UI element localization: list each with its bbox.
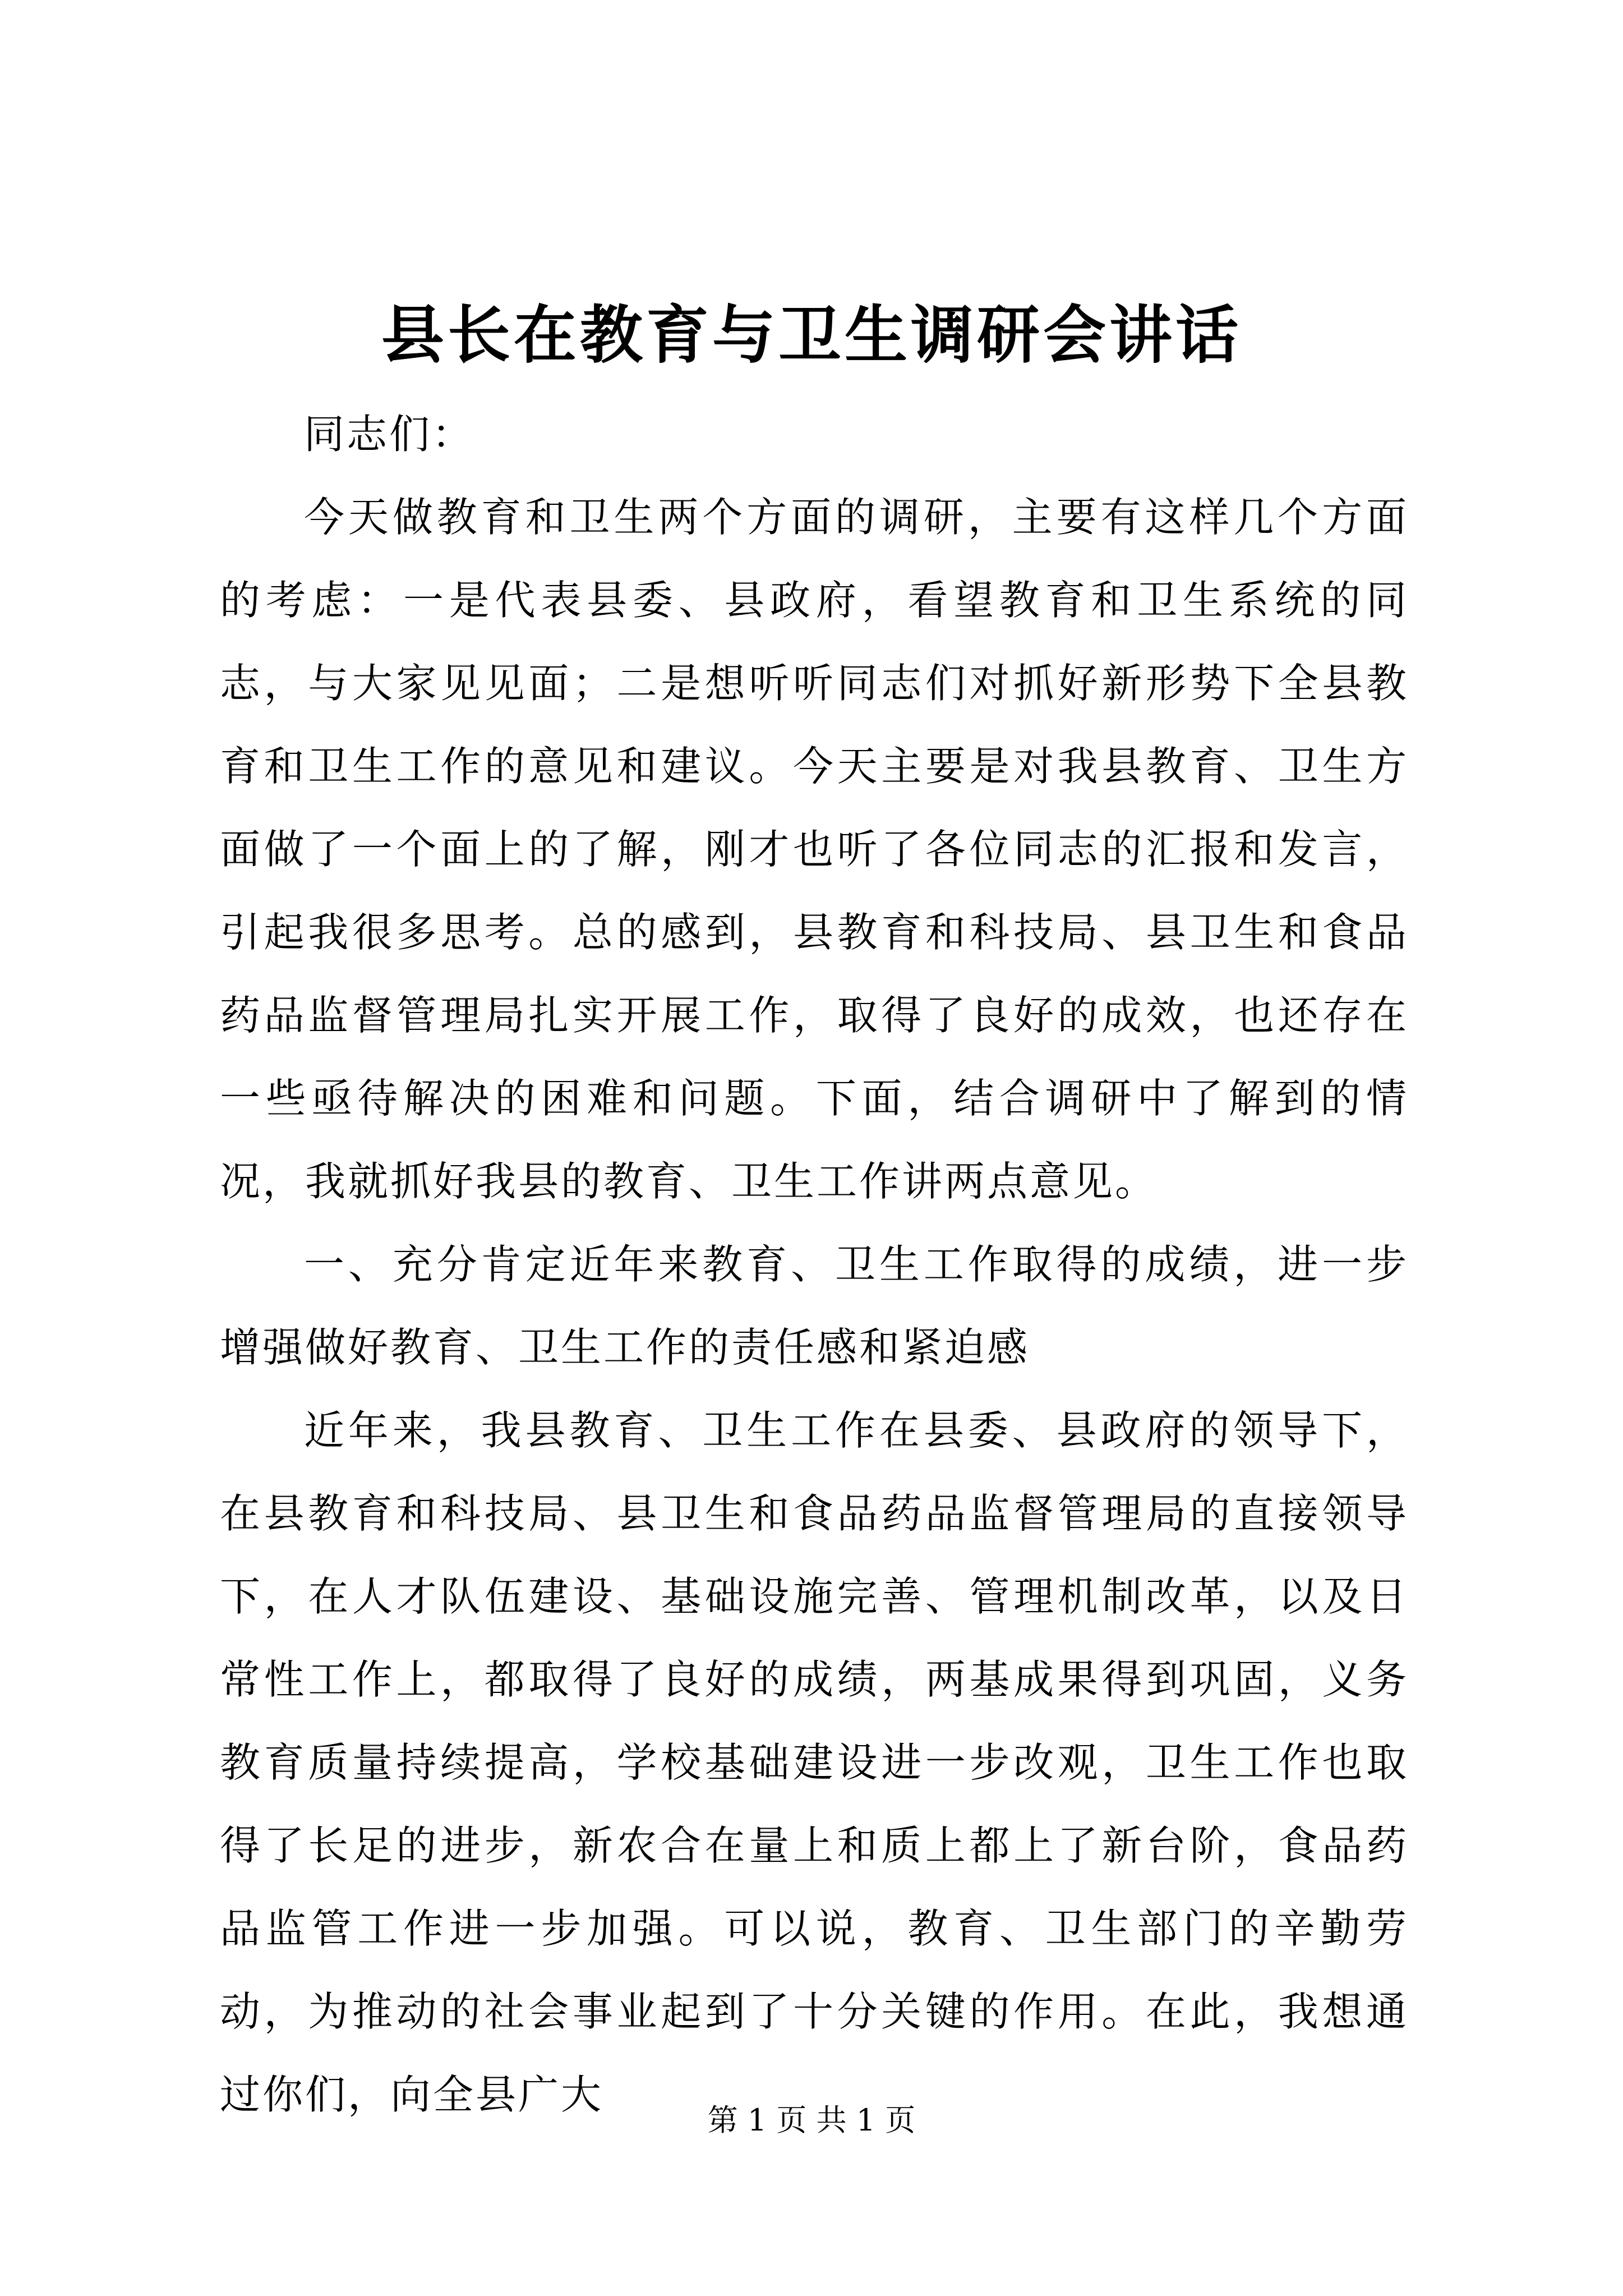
document-title: 县长在教育与卫生调研会讲话 [381,298,1242,372]
document-body [220,393,1409,2136]
section-heading-1: 一、充分肯定近年来教育、卫生工作取得的成绩，进一步增强做好教育、卫生工作的责任感和紧迫感 [220,1241,1409,1371]
page-footer: 第 1 页 共 1 页 [707,2102,916,2138]
paragraph-achievements: 近年来，我县教育、卫生工作在县委、县政府的领导下，在县教育和科技局、县卫生和食品药品监督管理局的直接领导下，在人才队伍建设、基础设施完善、管理机制改革，以及日常性工作上，都取得了良好的成绩，两基成果得到巩固，义务教育质量持续提高，学校基础建设进一步改观，卫生工作也取得了长足的进步，新农合在量上和质上都上了新台阶，食品药品监管工作进一步加强。可以说，教育、卫生部门的辛勤劳动，为推动的社会事业起到了十分关键的作用。在此，我想通过你们，向全县广大 [220,1407,1409,2118]
paragraph-intro: 今天做教育和卫生两个方面的调研，主要有这样几个方面的考虑：一是代表县委、县政府，看望教育和卫生系统的同志，与大家见见面；二是想听听同志们对抓好新形势下全县教育和卫生工作的意见和建议。今天主要是对我县教育、卫生方面做了一个面上的了解，刚才也听了各位同志的汇报和发言，引起我很多思考。总的感到，县教育和科技局、县卫生和食品药品监督管理局扎实开展工作，取得了良好的成效，也还存在一些亟待解决的困难和问题。下面，结合调研中了解到的情况，我就抓好我县的教育、卫生工作讲两点意见。 [220,494,1409,1205]
salutation: 同志们： [304,411,475,458]
